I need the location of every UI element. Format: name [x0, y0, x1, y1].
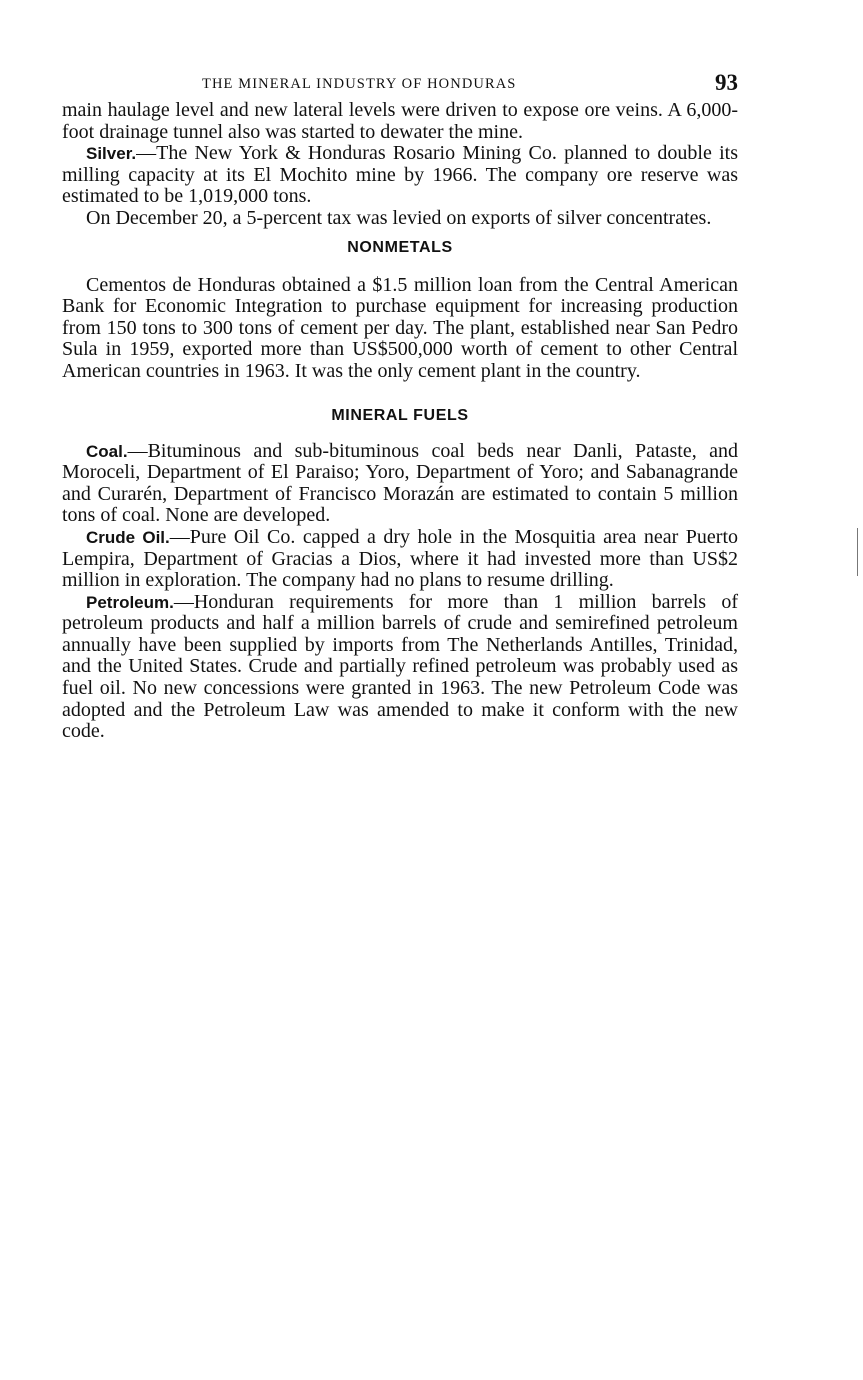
section-heading-mineral-fuels: MINERAL FUELS: [331, 406, 469, 424]
running-title: THE MINERAL INDUSTRY OF HONDURAS: [202, 76, 517, 92]
paragraph-export-tax: On December 20, a 5-percent tax was levied on exports of silver concentrates.: [86, 206, 712, 229]
section-heading-nonmetals: NONMETALS: [347, 238, 453, 256]
document-page: [62, 70, 738, 743]
page-number: 93: [715, 70, 738, 95]
paragraph-cement: Cementos de Honduras obtained a $1.5 million loan from the Central American Bank for Economic Integration to purchase equipment for increasing production from 150 tons to 300 tons of cement per day. The plant, established near San Pedro Sula in 1959, exported more than US$500,000 worth of cement to other Central American countries in 1963. It was the only cement plant in the country.: [62, 273, 738, 382]
petroleum-run-in-heading: Petroleum.: [86, 592, 174, 612]
paragraph-crude-oil: [62, 527, 738, 592]
coal-run-in-heading: Coal.: [86, 441, 128, 461]
paragraph-haulage: main haulage level and new lateral levels were driven to expose ore veins. A 6,000-foot drainage tunnel also was started to dewater the mine.: [62, 99, 738, 143]
silver-text: —The New York & Honduras Rosario Mining Co. planned to double its milling capacity at its El Mochito mine by 1966. The company ore reserve was estimated to be 1,019,000 tons.: [62, 142, 738, 208]
crude-oil-text: —Pure Oil Co. capped a dry hole in the Mosquitia area near Puerto Lempira, Department of Gracias a Dios, where it had invested more than US$2 million in exploration. The company had no plans to resume drilling.: [62, 525, 739, 592]
petroleum-text: —Honduran requirements for more than 1 million barrels of petroleum products and half a million barrels of crude and semirefined petroleum annually have been supplied by imports from The Netherlands Antilles, Trinidad, and the United States. Crude and partially refined petroleum was probably used as fuel oil. No new concessions were granted in 1963. The new Petroleum Code was adopted and the Petroleum Law was amended to make it conform with the new code.: [62, 590, 738, 743]
coal-text: —Bituminous and sub-bituminous coal beds near Danli, Pataste, and Moroceli, Department of El Paraiso; Yoro, Department of Yoro; and Sabanagrande and Curarén, Department of Francisco Morazán are estimated to contain 5 million tons of coal. None are developed.: [62, 439, 738, 527]
paragraph-petroleum: [62, 592, 738, 743]
paragraph-coal: [62, 441, 738, 527]
margin-rule: [857, 528, 858, 576]
running-header: [62, 70, 738, 100]
crude-oil-run-in-heading: Crude Oil.: [86, 527, 170, 547]
paragraph-silver: [62, 143, 738, 208]
body-text: [62, 100, 738, 743]
silver-run-in-heading: Silver.: [86, 144, 137, 164]
